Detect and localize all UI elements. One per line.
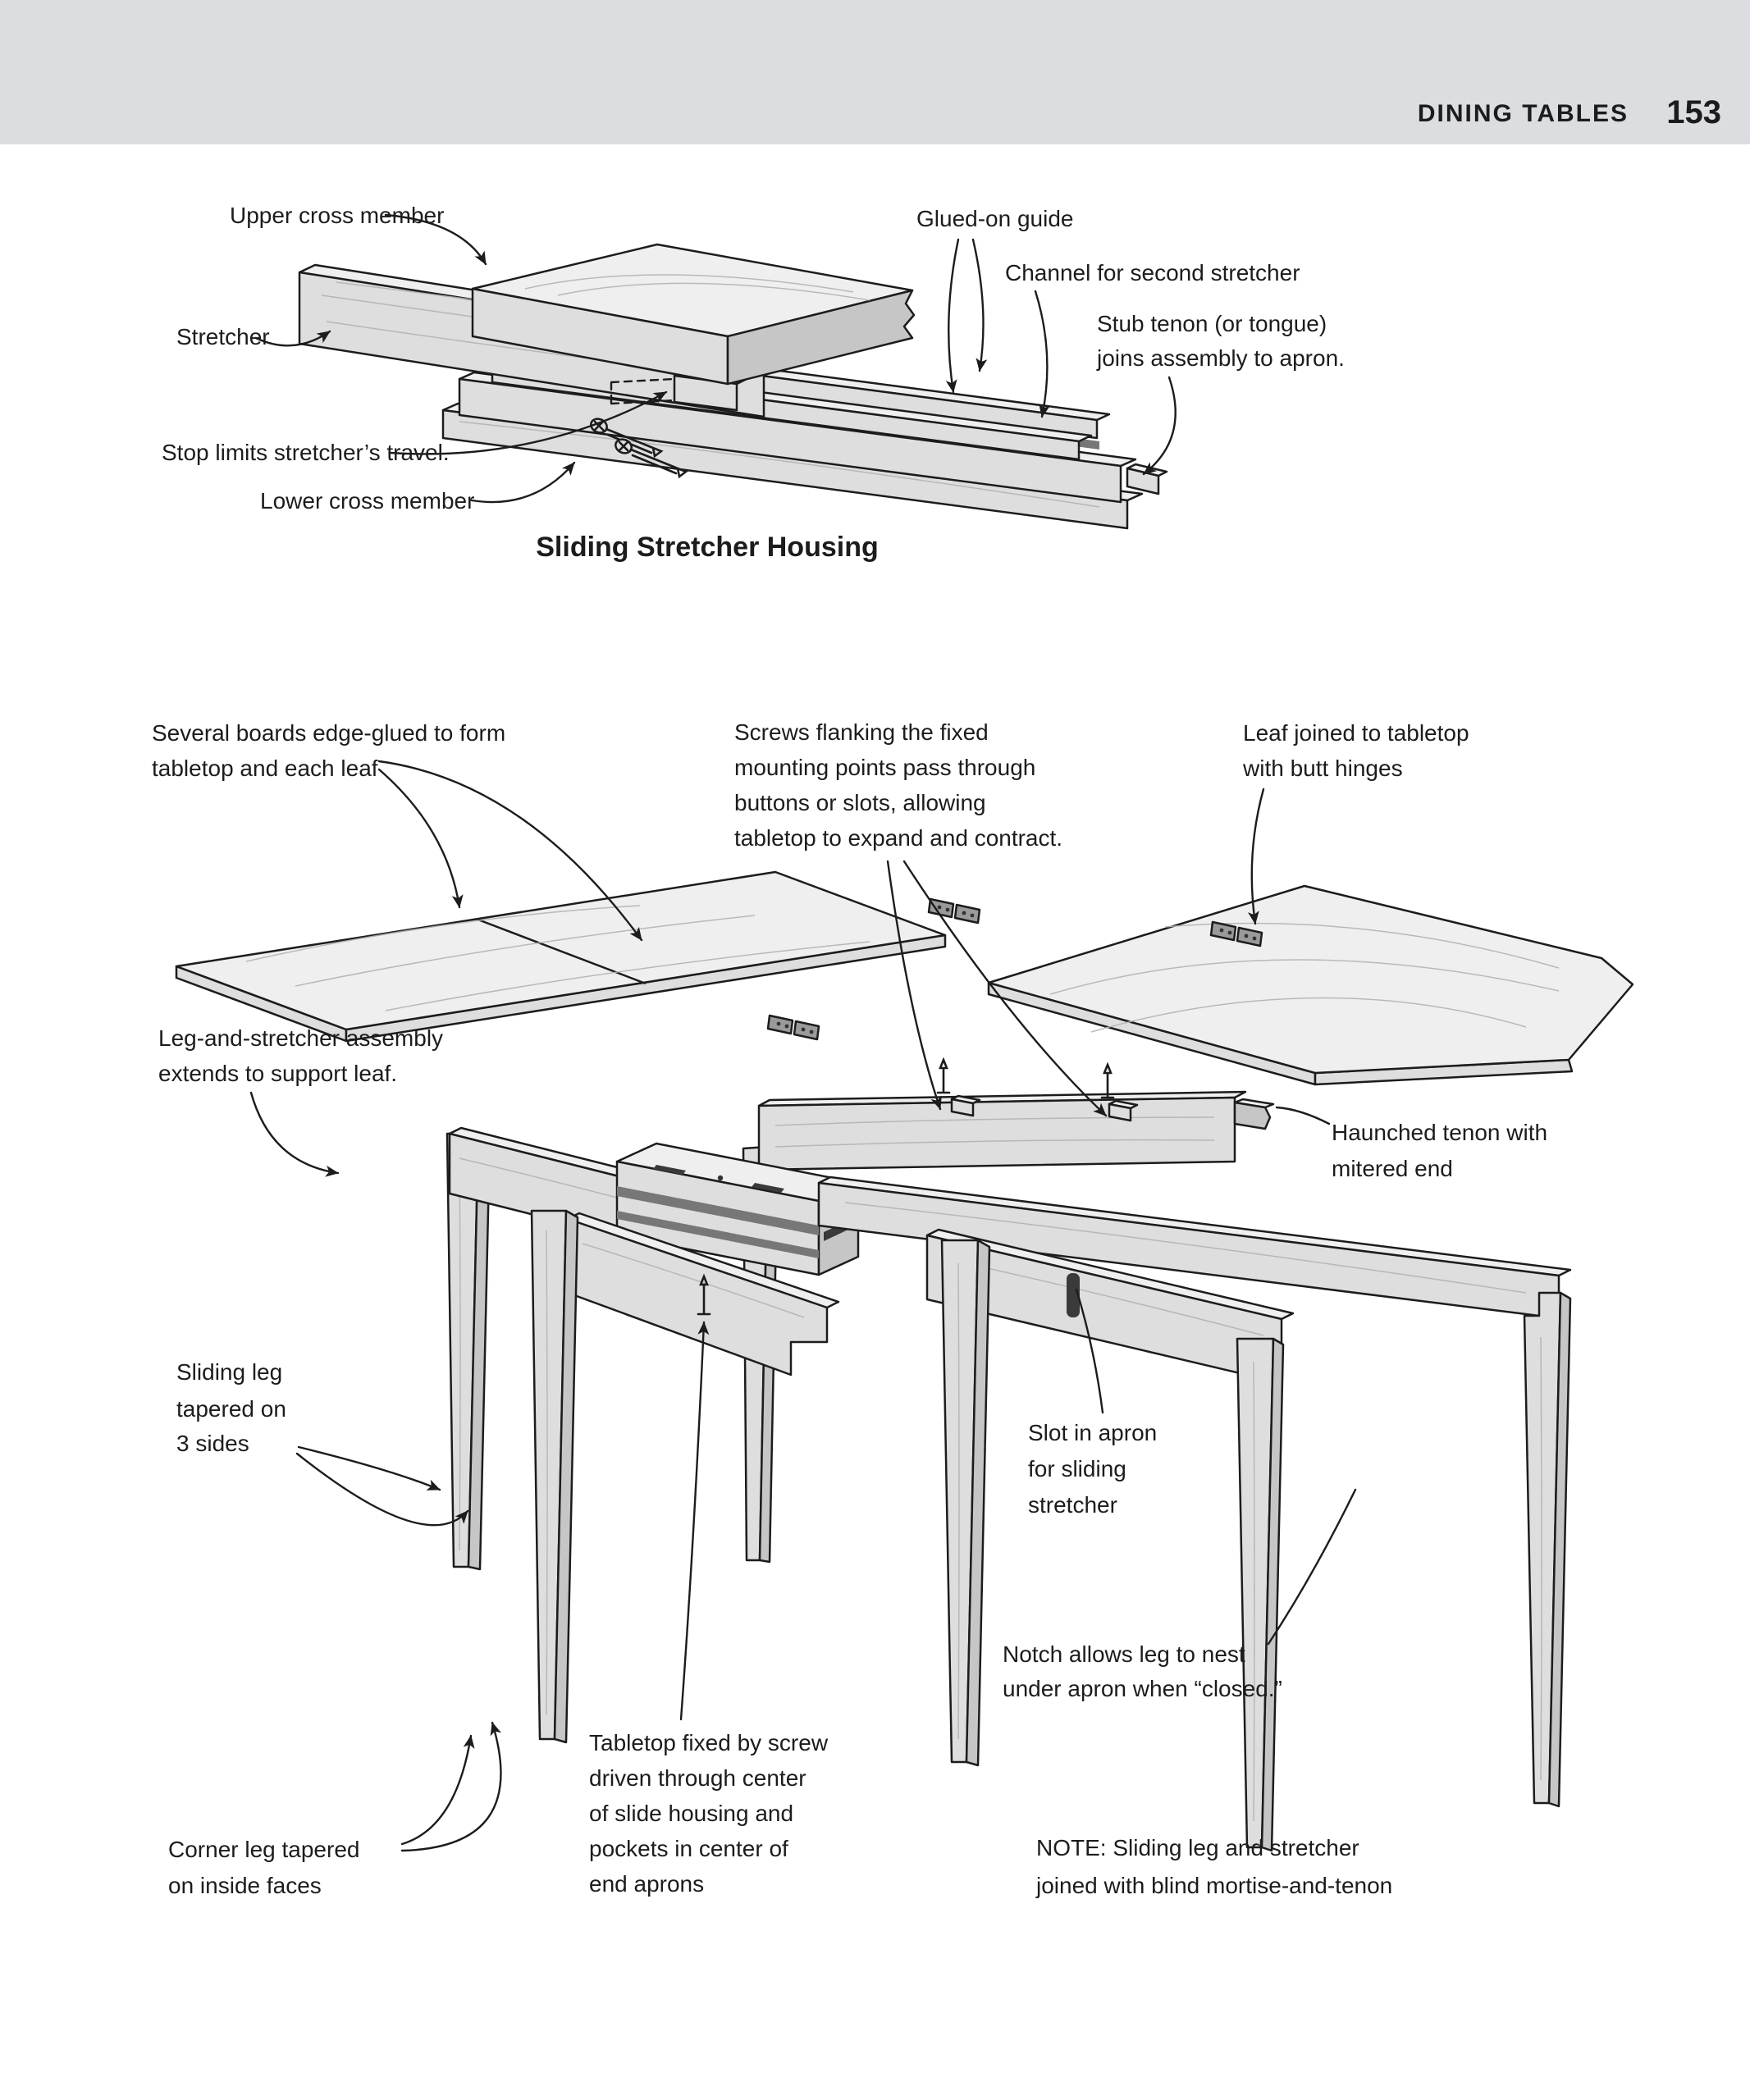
running-head: DINING TABLES: [1417, 100, 1629, 127]
label-stretcher: Stretcher: [176, 324, 270, 349]
haunched-tenon: [1235, 1099, 1273, 1129]
page-number: 153: [1666, 94, 1721, 130]
label-leg-stretcher-line1: Leg-and-stretcher assembly: [158, 1025, 444, 1051]
label-stop: Stop limits stretcher’s travel.: [162, 440, 450, 465]
label-slot-line1: Slot in apron: [1028, 1420, 1158, 1445]
label-note-line1: NOTE: Sliding leg and stretcher: [1036, 1835, 1359, 1860]
label-sliding-leg-line3: 3 sides: [176, 1431, 249, 1456]
label-leg-stretcher-line2: extends to support leaf.: [158, 1061, 398, 1086]
illustration-caption: Sliding Stretcher Housing: [536, 532, 879, 563]
label-sliding-leg-line1: Sliding leg: [176, 1359, 283, 1385]
label-screws-line3: buttons or slots, allowing: [734, 790, 986, 815]
label-sliding-leg-line2: tapered on: [176, 1396, 286, 1422]
label-notch-line2: under apron when “closed.”: [1003, 1676, 1282, 1701]
label-glued-on-guide: Glued-on guide: [916, 206, 1074, 231]
label-screws-line4: tabletop to expand and contract.: [734, 825, 1063, 851]
label-screws-line2: mounting points pass through: [734, 755, 1036, 780]
label-corner-leg-line2: on inside faces: [168, 1873, 322, 1898]
label-corner-leg-line1: Corner leg tapered: [168, 1837, 360, 1862]
label-note-line2: joined with blind mortise-and-tenon: [1036, 1873, 1393, 1898]
label-tabletop-fixed-line1: Tabletop fixed by screw: [589, 1730, 829, 1755]
label-lower-cross-member: Lower cross member: [260, 488, 475, 514]
label-haunched-line2: mitered end: [1332, 1156, 1453, 1181]
label-haunched-line1: Haunched tenon with: [1332, 1120, 1548, 1145]
label-stub-tenon-line2: joins assembly to apron.: [1097, 345, 1345, 371]
label-channel: Channel for second stretcher: [1005, 260, 1300, 285]
label-tabletop-fixed-line2: driven through center: [589, 1765, 806, 1791]
label-screws-line1: Screws flanking the fixed: [734, 719, 989, 745]
label-leaf-line1: Leaf joined to tabletop: [1243, 720, 1469, 746]
label-upper-cross-member: Upper cross member: [230, 203, 445, 228]
label-boards-line2: tabletop and each leaf: [152, 756, 378, 781]
label-tabletop-fixed-line4: pockets in center of: [589, 1836, 788, 1861]
label-tabletop-fixed-line3: of slide housing and: [589, 1801, 794, 1826]
label-slot-line3: stretcher: [1028, 1492, 1117, 1518]
label-boards-line1: Several boards edge-glued to form: [152, 720, 506, 746]
label-notch-line1: Notch allows leg to nest: [1003, 1641, 1245, 1667]
label-stub-tenon-line1: Stub tenon (or tongue): [1097, 311, 1327, 336]
label-slot-line2: for sliding: [1028, 1456, 1126, 1481]
label-tabletop-fixed-line5: end aprons: [589, 1871, 705, 1897]
label-leaf-line2: with butt hinges: [1243, 756, 1403, 781]
